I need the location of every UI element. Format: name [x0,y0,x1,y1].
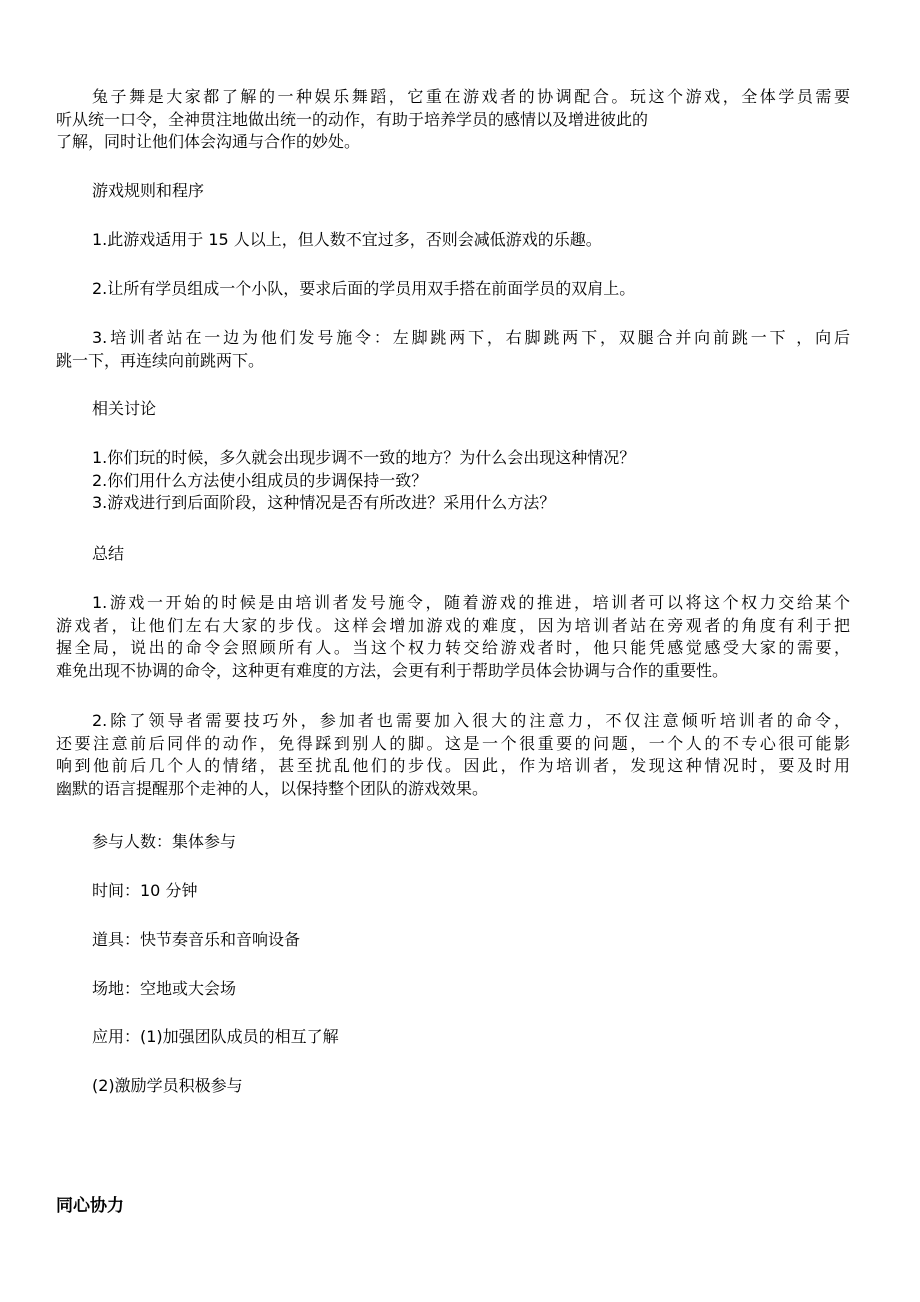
info-participants [56,831,850,854]
intro-line-3: 了解，同时让他们体会沟通与合作的妙处。 [56,132,361,151]
rule-3-line-2: 跳一下，再连续向前跳两下。 [56,350,265,370]
info-time [56,880,850,903]
summary-p2-line-2: 还要注意前后同伴的动作，免得踩到别人的脚。这是一个很重要的问题，一个人的不专心很可能影 [56,733,850,753]
summary-p1-line-3: 握全局，说出的命令会照顾所有人。当这个权力转交给游戏者时，他只能凭感觉感受大家的需要， [56,638,850,657]
info-participants-text: 参与人数：集体参与 [92,832,237,851]
info-application-2-text: (2)激励学员积极参与 [92,1076,243,1095]
discussion-list [56,447,850,515]
info-props-text: 道具：快节奏音乐和音响设备 [92,930,301,949]
info-application-2 [56,1075,850,1098]
info-application-1-text: 应用：(1)加强团队成员的相互了解 [92,1027,339,1046]
rule-1-text: 1.此游戏适用于 15 人以上，但人数不宜过多，否则会减低游戏的乐趣。 [92,230,602,249]
rule-2-text: 2.让所有学员组成一个小队，要求后面的学员用双手搭在前面学员的双肩上。 [92,279,636,298]
intro-line-1: 兔子舞是大家都了解的一种娱乐舞蹈，它重在游戏者的协调配合。玩这个游戏，全体学员需要 [92,87,850,106]
rule-2 [56,278,850,301]
info-time-text: 时间：10 分钟 [92,881,198,900]
rules-heading-text: 游戏规则和程序 [92,181,205,200]
summary-p2-line-3: 响到他前后几个人的情绪，甚至扰乱他们的步伐。因此，作为培训者，发现这种情况时，要及时用 [56,756,850,775]
summary-heading [56,543,850,566]
summary-p2-line-1: 2.除了领导者需要技巧外，参加者也需要加入很大的注意力，不仅注意倾听培训者的命令， [92,711,850,730]
rules-heading [56,180,850,203]
discussion-item: 3.游戏进行到后面阶段，这种情况是否有所改进？采用什么方法？ [92,493,556,512]
discussion-heading [56,398,850,421]
summary-p1-line-4: 难免出现不协调的命令，这种更有难度的方法，会更有利于帮助学员体会协调与合作的重要性。 [56,660,729,680]
intro-line-2: 听从统一口令，全神贯注地做出统一的动作，有助于培养学员的感情以及增进彼此的 [56,109,649,129]
intro-paragraph [56,86,850,154]
info-venue-text: 场地：空地或大会场 [92,979,237,998]
summary-p2-line-4: 幽默的语言提醒那个走神的人，以保持整个团队的游戏效果。 [56,778,489,798]
info-props [56,929,850,952]
discussion-item: 2.你们用什么方法使小组成员的步调保持一致？ [92,470,428,490]
summary-heading-text: 总结 [92,544,125,563]
summary-paragraph-2 [56,710,850,800]
info-venue [56,978,850,1001]
summary-p1-line-1: 1.游戏一开始的时候是由培训者发号施令，随着游戏的推进，培训者可以将这个权力交给某个 [92,593,850,612]
section-title: 同心协力 [56,1196,124,1216]
rule-3-line-1: 3.培训者站在一边为他们发号施令：左脚跳两下，右脚跳两下，双腿合并向前跳一下 ，向后 [92,328,850,347]
discussion-item: 1.你们玩的时候，多久就会出现步调不一致的地方？为什么会出现这种情况？ [92,448,636,467]
info-application-1 [56,1026,850,1049]
rule-3 [56,327,850,372]
summary-p1-line-2: 游戏者，让他们左右大家的步伐。这样会增加游戏的难度，因为培训者站在旁观者的角度有利于把 [56,615,850,635]
summary-paragraph-1 [56,592,850,682]
rule-1 [56,229,850,252]
discussion-heading-text: 相关讨论 [92,399,157,418]
